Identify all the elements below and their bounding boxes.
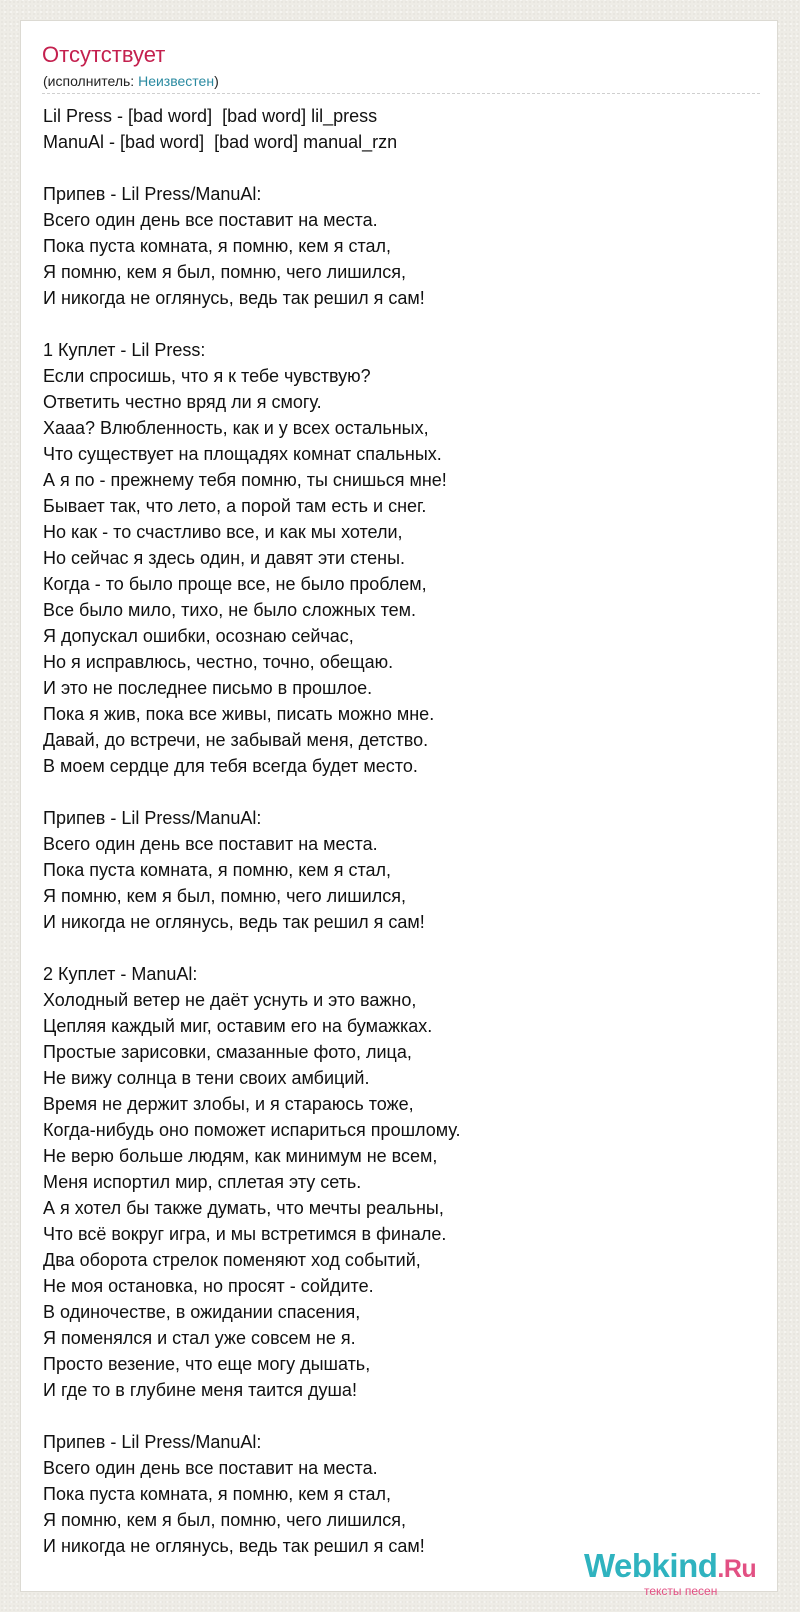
lyrics-text: Lil Press - [bad word] [bad word] lil_press ManuAl - [bad word] [bad word] manual_rzn Припев - Lil Press/ManuAl: Всего один день все поставит на места. Пока пуста комната, я помню, кем я стал, Я помню, кем я был, помню, чего лишился, И никогда не оглянусь, ведь так решил я сам! 1 Куплет - Lil Press: Если спросишь, что я к тебе чувствую? Ответить честно вряд ли я смогу. Хааа? Влюбленность, как и у всех остальных, Что существует на площадях комнат спальных. А я по - прежнему тебя помню, ты снишься мне! Бывает так, что лето, а порой там есть и снег. Но как - то счастливо все, и как мы хотели, Но сейчас я здесь один, и давят эти стены. Когда - то было проще все, не было проблем, Все было мило, тихо, не было сложных тем. Я допускал ошибки, осознаю сейчас, Но я исправлюсь, честно, точно, обещаю. И это не последнее письмо в прошлое. Пока я жив, пока все живы, писать можно мне. Давай, до встречи, не забывай меня, детство. В моем сердце для тебя всегда будет место. Припев - Lil Press/ManuAl: Всего один день все поставит на места. Пока пуста комната, я помню, кем я стал, Я помню, кем я был, помню, чего лишился, И никогда не оглянусь, ведь так решил я сам! 2 Куплет - ManuAl: Холодный ветер не даёт уснуть и это важно, Цепляя каждый миг, оставим его на бумажках. Простые зарисовки, смазанные фото, лица, Не вижу солнца в тени своих амбиций. Время не держит злобы, и я стараюсь тоже, Когда-нибудь оно поможет испариться прошлому. Не верю больше людям, как минимум не всем, Меня испортил мир, сплетая эту сеть. А я хотел бы также думать, что мечты реальны, Что всё вокруг игра, и мы встретимся в финале. Два оборота стрелок поменяют ход событий, Не моя остановка, но просят - сойдите. В одиночестве, в ожидании спасения, Я поменялся и стал уже совсем не я. Просто везение, что еще могу дышать, И где то в глубине меня таится душа! Припев - Lil Press/ManuAl: Всего один день все поставит на места. Пока пуста комната, я помню, кем я стал, Я помню, кем я был, помню, чего лишился, И никогда не оглянусь, ведь так решил я сам! <box>43 106 461 1556</box>
logo-suffix-text: .Ru <box>717 1555 757 1583</box>
logo-tagline: тексты песен <box>644 1584 718 1598</box>
lyrics-card <box>20 20 778 1592</box>
logo-wordmark <box>584 1546 756 1589</box>
song-title: Отсутствует <box>42 42 166 67</box>
artist-prefix: (исполнитель: <box>43 73 139 89</box>
artist-suffix: ) <box>214 73 219 89</box>
divider <box>42 93 760 94</box>
logo-main-text: Webkind <box>584 1547 718 1584</box>
artist-link[interactable]: Неизвестен <box>138 73 215 89</box>
site-logo[interactable] <box>584 1546 784 1606</box>
artist-line <box>43 72 219 90</box>
